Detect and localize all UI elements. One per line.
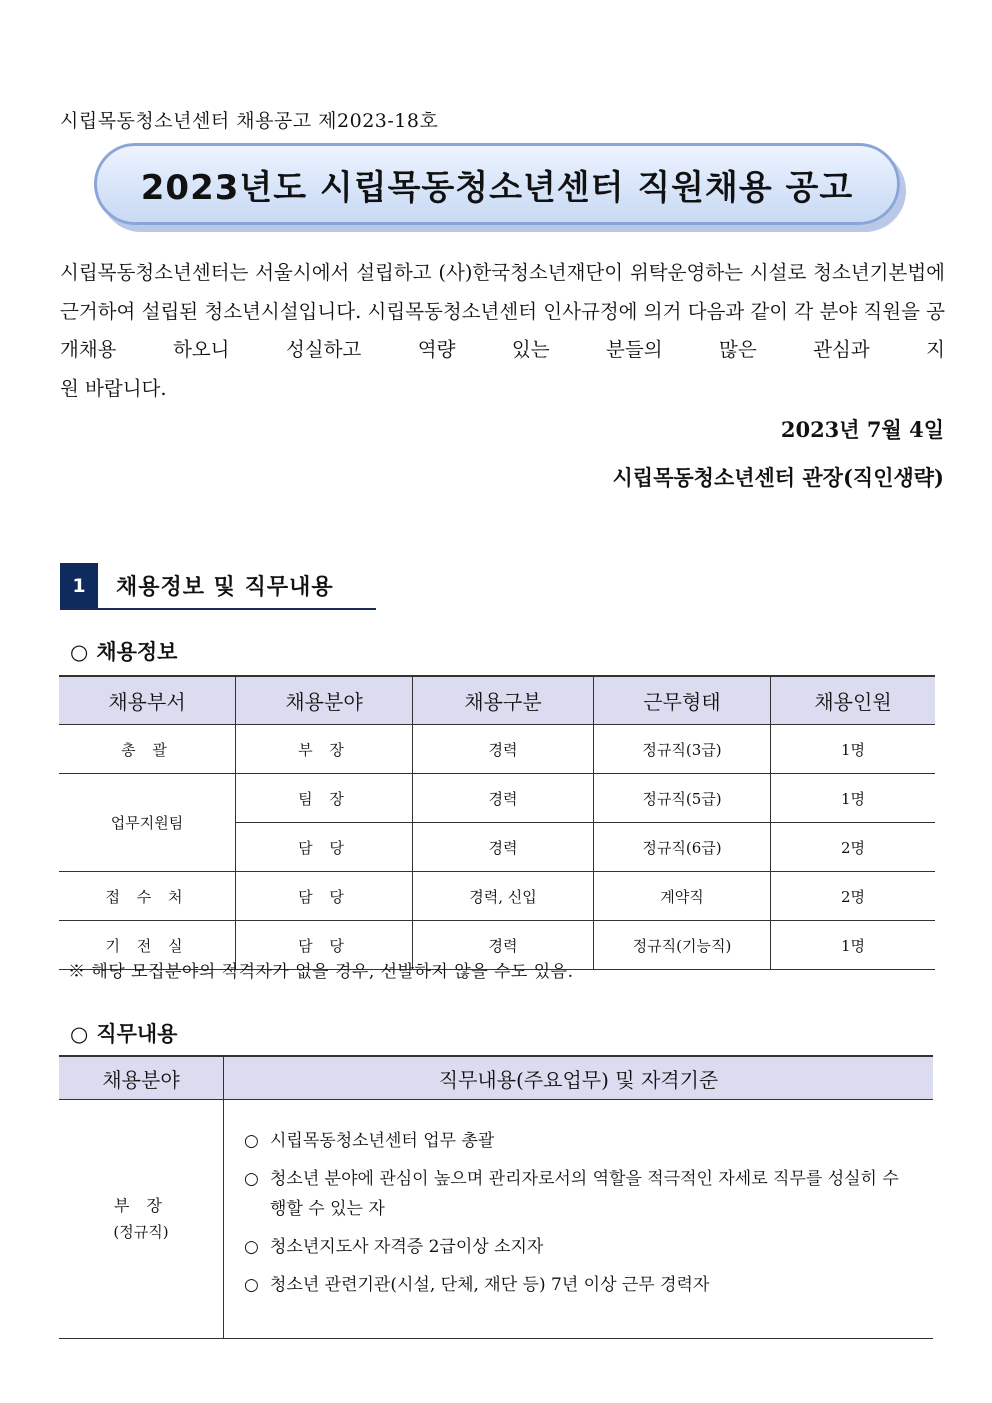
duty-field: 부 장 [114, 1196, 168, 1215]
table-row [59, 1100, 933, 1339]
form-cell: 정규직(5급) [594, 774, 771, 823]
notice-number: 시립목동청소년센터 채용공고 제2023-18호 [60, 110, 439, 132]
form-cell: 정규직(6급) [594, 823, 771, 872]
table-row [59, 725, 935, 774]
type-cell: 경력 [413, 921, 594, 970]
intro-paragraph [60, 254, 945, 408]
column-header: 채용인원 [771, 676, 936, 725]
count-cell: 1명 [771, 725, 936, 774]
circle-bullet-icon: ○ [244, 1131, 259, 1151]
duty-text: 청소년 관련기관(시설, 단체, 재단 등) 7년 이상 근무 경력자 [270, 1275, 710, 1295]
duty-list [224, 1100, 934, 1339]
subheading-recruit-info [70, 636, 177, 666]
field-cell: 팀 장 [236, 774, 413, 823]
type-cell: 경력, 신입 [413, 872, 594, 921]
duty-text: 시립목동청소년센터 업무 총괄 [270, 1131, 495, 1151]
intro-line: 원 바랍니다. [60, 376, 167, 400]
circle-bullet-icon: ○ [244, 1275, 259, 1295]
circle-bullet-icon: ○ [70, 1022, 89, 1046]
list-item [244, 1232, 913, 1262]
table-row [59, 872, 935, 921]
subheading-duty-info [70, 1018, 177, 1048]
section-number-badge: 1 [60, 563, 98, 608]
section-title: 채용정보 및 직무내용 [116, 575, 334, 600]
field-cell: 담 당 [236, 872, 413, 921]
duty-field-type: (정규직) [113, 1223, 169, 1241]
count-cell: 2명 [771, 872, 936, 921]
duty-text: 청소년 분야에 관심이 높으며 관리자로서의 역할을 적극적인 자세로 직무를 성실히 수행할 수 있는 자 [270, 1169, 899, 1219]
section-heading [60, 563, 376, 610]
column-header: 채용구분 [413, 676, 594, 725]
count-cell: 1명 [771, 921, 936, 970]
field-cell: 부 장 [236, 725, 413, 774]
count-cell: 2명 [771, 823, 936, 872]
column-header: 채용분야 [59, 1056, 224, 1100]
field-cell: 담 당 [236, 921, 413, 970]
form-cell: 정규직(기능직) [594, 921, 771, 970]
count-cell: 1명 [771, 774, 936, 823]
type-cell: 경력 [413, 823, 594, 872]
dept-cell: 기 전 실 [59, 921, 236, 970]
intro-line: 다음과 같이 각 분야 직원을 공개채용 하오니 성실하고 역량 있는 분들의 많은 관심과 지 [60, 299, 946, 361]
circle-bullet-icon: ○ [70, 640, 89, 664]
list-item [244, 1164, 913, 1224]
subheading-label: 채용정보 [96, 639, 178, 664]
intro-line: 시립목동청소년센터는 서울시에서 설립하고 (사)한국청소년재단이 위탁운영하는 시설로 [60, 261, 807, 284]
column-header: 근무형태 [594, 676, 771, 725]
duty-text: 청소년지도사 자격증 2급이상 소지자 [270, 1237, 544, 1257]
subheading-label: 직무내용 [96, 1021, 178, 1046]
list-item [244, 1126, 913, 1156]
form-cell: 정규직(3급) [594, 725, 771, 774]
notice-date: 2023년 7월 4일 [780, 417, 944, 442]
dept-cell: 업무지원팀 [59, 774, 236, 872]
recruit-info-table [59, 675, 935, 970]
column-header: 채용분야 [236, 676, 413, 725]
table-header-row [59, 676, 935, 725]
dept-cell: 접 수 처 [59, 872, 236, 921]
title-banner [94, 143, 900, 225]
page-title: 2023년도 시립목동청소년센터 직원채용 공고 [140, 167, 854, 208]
intro-line: 청소년기본법에 근거하여 설립된 청소년시설입니다. 시립목동청소년센터 인사규정에 의거 [60, 261, 945, 323]
circle-bullet-icon: ○ [244, 1169, 259, 1189]
field-cell: 담 당 [236, 823, 413, 872]
signer: 시립목동청소년센터 관장(직인생략) [612, 465, 944, 490]
dept-cell: 총 괄 [59, 725, 236, 774]
duty-field-cell [59, 1100, 224, 1339]
type-cell: 경력 [413, 725, 594, 774]
column-header: 채용부서 [59, 676, 236, 725]
type-cell: 경력 [413, 774, 594, 823]
column-header: 직무내용(주요업무) 및 자격기준 [224, 1056, 934, 1100]
table-header-row [59, 1056, 933, 1100]
footnote: ※ 해당 모집분야의 적격자가 없을 경우, 선발하지 않을 수도 있음. [68, 962, 574, 982]
circle-bullet-icon: ○ [244, 1237, 259, 1257]
duty-table [59, 1055, 933, 1339]
form-cell: 계약직 [594, 872, 771, 921]
table-row [59, 774, 935, 823]
list-item [244, 1270, 913, 1300]
